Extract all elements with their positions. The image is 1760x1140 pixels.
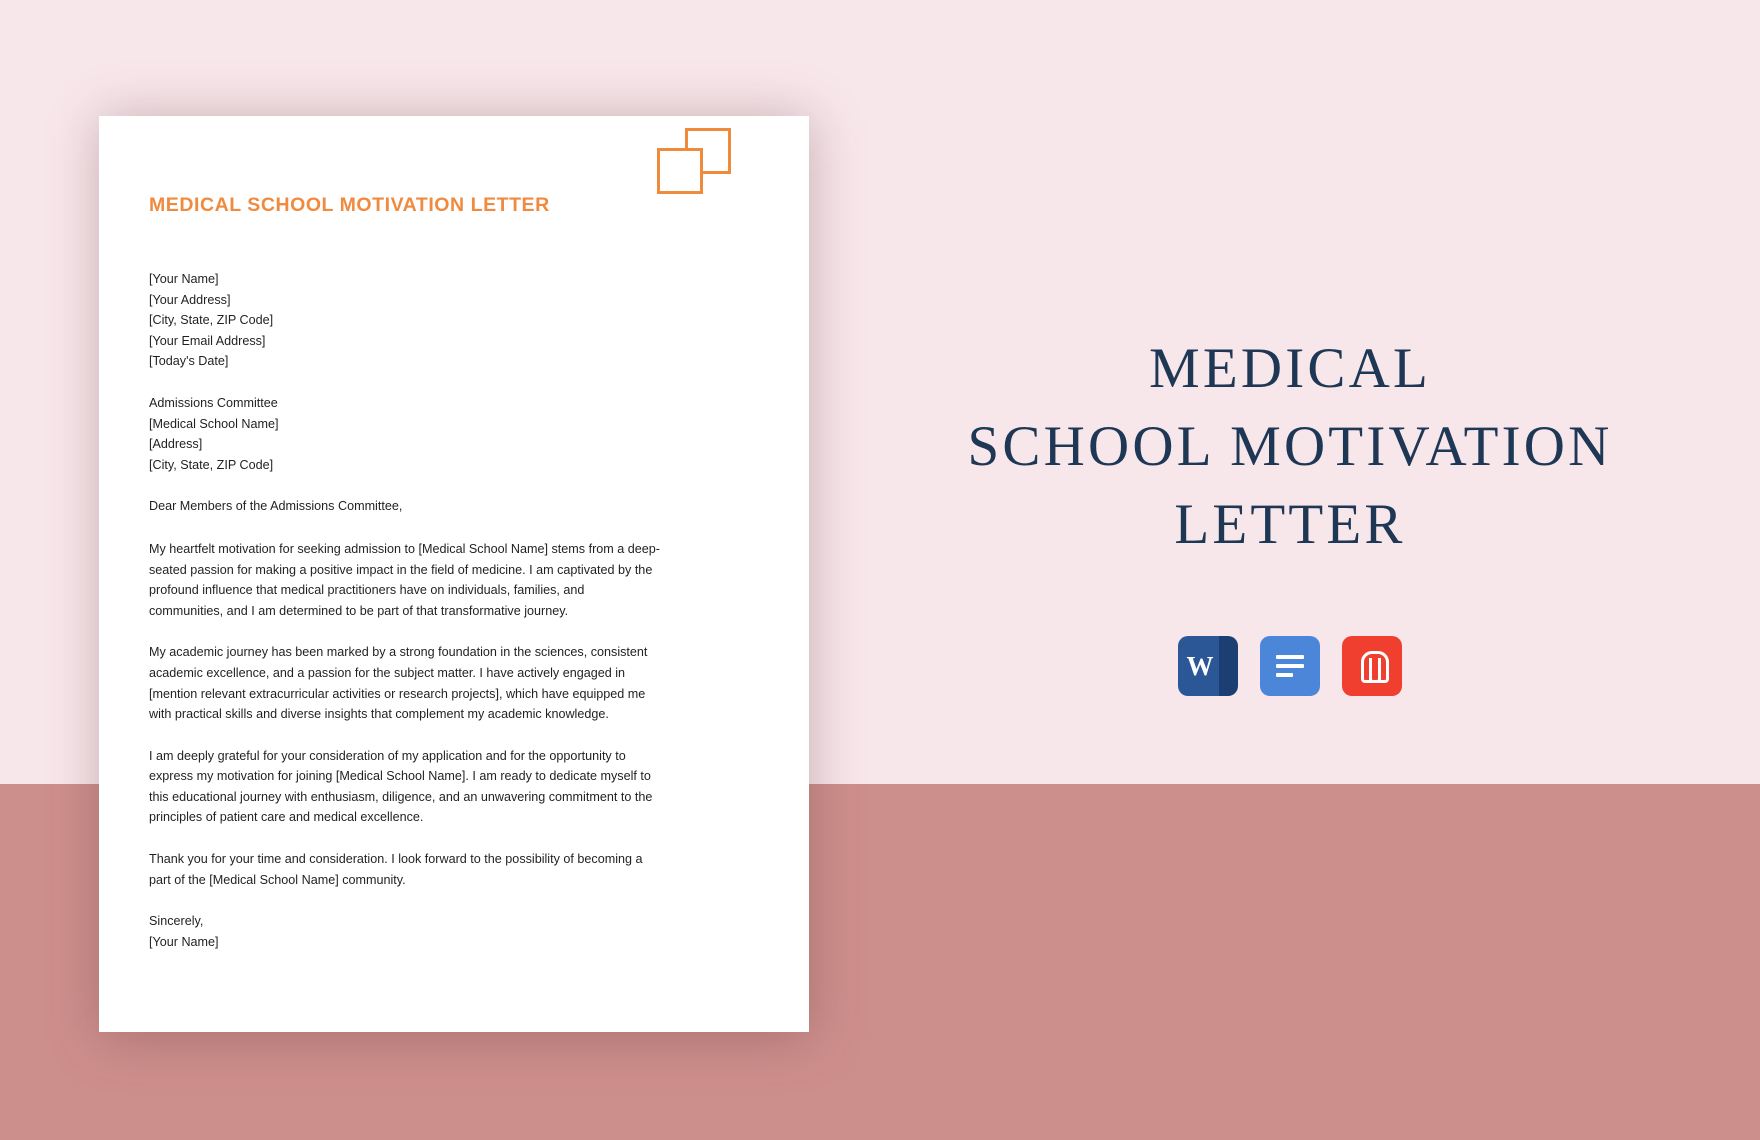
letter-closing: Sincerely, — [149, 914, 204, 929]
google-docs-icon-lines — [1276, 655, 1304, 677]
google-docs-icon[interactable] — [1260, 636, 1320, 696]
promo-title — [860, 330, 1720, 564]
docs-line-1 — [1276, 655, 1304, 659]
file-format-icons — [860, 636, 1720, 696]
letter-paragraph-3: I am deeply grateful for your consideration of my application and for the opportunity to express my motivation for joining [Medical School Name]. I am ready to dedicate myself to this educational journey with enthusiasm, diligence, and an unwavering commitment to the principles of patient care and medical excellence. — [149, 748, 653, 825]
corner-squares-decoration — [657, 128, 735, 194]
sender-address-block — [149, 269, 729, 372]
letter-date: [Today's Date] — [149, 354, 229, 369]
docs-line-3 — [1276, 673, 1293, 677]
promo-title-line-3: LETTER — [1174, 493, 1406, 556]
promo-title-line-1: MEDICAL — [1148, 337, 1432, 400]
letter-paragraph-2: My academic journey has been marked by a strong foundation in the sciences, consistent academic excellence, and a passion for the subject matter. I have actively engaged in [mention relevant extracurricular activities or research projects], which have equipped me with practical skills and diverse insights that complement my academic knowledge. — [149, 645, 648, 722]
document-body — [149, 194, 729, 973]
sender-address: [Your Address] — [149, 292, 231, 307]
sender-name: [Your Name] — [149, 272, 219, 286]
promo-panel — [860, 330, 1720, 696]
recipient-committee: Admissions Committee — [149, 395, 278, 410]
document-page — [99, 116, 809, 1032]
signature-name: [Your Name] — [149, 934, 219, 949]
signature-block — [149, 911, 729, 952]
pdf-icon[interactable] — [1342, 636, 1402, 696]
promo-title-line-2: SCHOOL MOTIVATION — [967, 415, 1613, 478]
recipient-address: [Address] — [149, 437, 203, 452]
word-icon-spine — [1219, 636, 1238, 696]
document-title: MEDICAL SCHOOL MOTIVATION LETTER — [149, 194, 550, 216]
letter-salutation: Dear Members of the Admissions Committee, — [149, 499, 403, 514]
letter-paragraph-1: My heartfelt motivation for seeking admission to [Medical School Name] stems from a deep-seated passion for making a positive impact in the field of medicine. I am captivated by the profound influence that medical practitioners have on individuals, families, and communities, and I am determined to be part of that transformative journey. — [149, 541, 660, 618]
recipient-school: [Medical School Name] — [149, 416, 279, 431]
sender-city-state-zip: [City, State, ZIP Code] — [149, 313, 274, 328]
sender-email: [Your Email Address] — [149, 333, 266, 348]
recipient-city-state-zip: [City, State, ZIP Code] — [149, 457, 274, 472]
letter-paragraph-4: Thank you for your time and consideration. I look forward to the possibility of becoming a part of the [Medical School Name] community. — [149, 852, 643, 887]
recipient-address-block — [149, 393, 729, 475]
pdf-icon-glyph — [1355, 649, 1389, 683]
decorative-square-inner-icon — [657, 148, 703, 194]
word-icon-letter: W — [1186, 650, 1214, 681]
docs-line-2 — [1276, 664, 1304, 668]
word-icon[interactable] — [1178, 636, 1238, 696]
